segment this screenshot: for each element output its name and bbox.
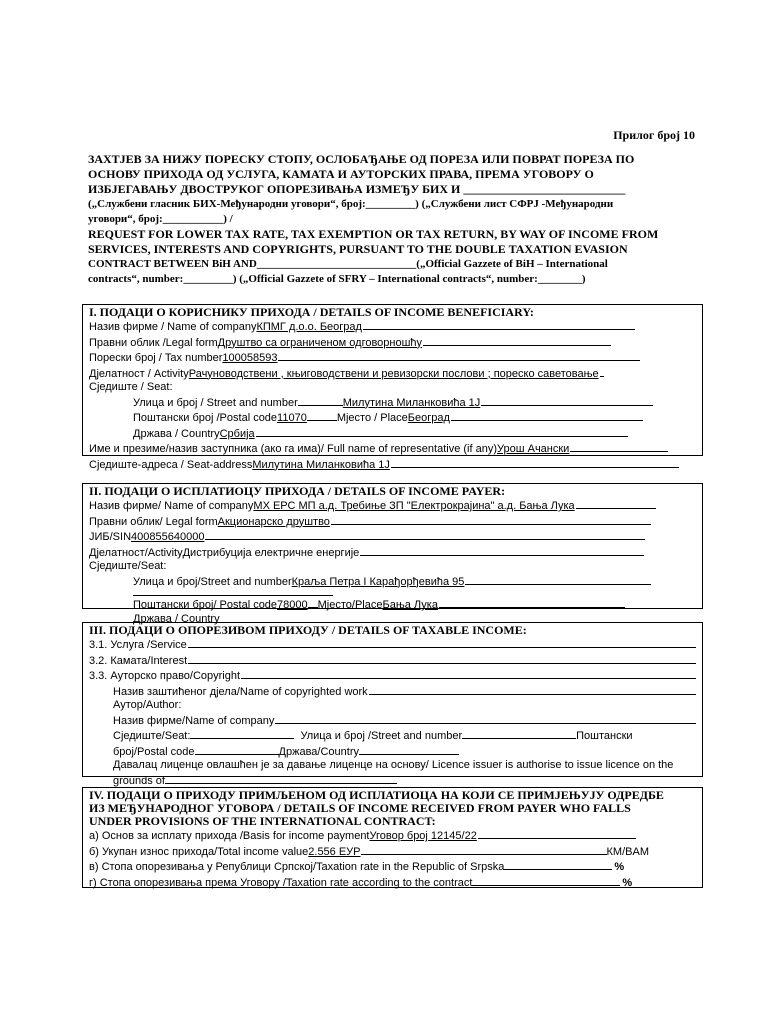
street-row (89, 574, 696, 590)
blank-line (133, 589, 333, 596)
place-line (439, 597, 625, 608)
tax-number-row (89, 350, 696, 366)
street-label: Улица и број /Street and number (300, 730, 463, 742)
grounds-row (89, 773, 696, 789)
seat-row (89, 560, 696, 574)
street-field[interactable]: Краља Петра I Карађорђевића 95 (291, 575, 465, 588)
spacer-row (89, 589, 696, 597)
basis-row (89, 828, 696, 844)
title-sr-line: ИЗБЈЕГАВАЊУ ДВОСТРУКОГ ОПОРЕЗИВАЊА ИЗМЕЂУ БИХ И ___________________________ (88, 182, 626, 196)
postal-field[interactable] (195, 744, 279, 755)
basis-label: а) Основ за исплату прихода /Basis for income payment (89, 830, 370, 842)
legal-form-row (89, 514, 696, 530)
postal-label: број/Postal code (113, 745, 195, 758)
basis-line (478, 828, 636, 839)
work-row (89, 684, 696, 700)
total-unit: КМ/BAM (606, 845, 649, 858)
activity-label: Дјелатност / Activity (89, 367, 189, 380)
legal-form-field[interactable]: Друштво са ограниченом одговорношћу (217, 336, 423, 349)
interest-row (89, 653, 696, 669)
postal-row (89, 410, 696, 426)
rate-contract-label: г) Стопа опорезивања према Уговору /Taxation rate according to the contract (89, 876, 473, 889)
section-heading: II. ПОДАЦИ О ИСПЛАТИОЦУ ПРИХОДА / DETAILS OF INCOME PAYER: (89, 484, 506, 498)
company-label: Назив фирме/Name of company (113, 714, 275, 727)
activity-field[interactable]: Рачуноводствени , књиговодствени и ревизорски послови ; пореско саветовање (188, 367, 599, 380)
seat-address-field[interactable]: Милутина Миланковића 1Ј (252, 458, 390, 471)
tax-number-line (278, 350, 640, 361)
activity-line (360, 545, 644, 556)
section-income-beneficiary (82, 304, 703, 471)
company-row (89, 319, 696, 335)
total-field[interactable]: 2.556 ЕУР (308, 845, 361, 858)
total-row (89, 844, 696, 860)
country-field[interactable]: Србија (219, 427, 255, 440)
representative-line (570, 441, 668, 452)
country-line (256, 426, 628, 437)
country-row (89, 426, 696, 442)
company-label: Назив фирме / Name of company (89, 321, 257, 333)
title-en-line: CONTRACT BETWEEN BiH AND_____________________________(„Official Gazzete of BiH – International (88, 258, 608, 270)
grounds-field[interactable] (165, 773, 397, 784)
seat-address-label: Сједиште-адреса / Seat-address (89, 458, 253, 471)
activity-field[interactable]: Дистрибуција електричне енергије (182, 546, 360, 559)
section-taxable-income (82, 622, 703, 787)
activity-line (600, 366, 604, 377)
postal-gap (307, 410, 337, 421)
postal-row (89, 744, 696, 760)
street-label: Улица и број/Street and number (133, 575, 292, 588)
place-label: Мјесто/Place (317, 599, 383, 611)
street-field[interactable]: Милутина Миланковића 1Ј (342, 396, 481, 409)
title-sr-line: уговори“, број:___________) / (88, 213, 233, 225)
copyright-field[interactable] (241, 668, 696, 679)
work-field[interactable] (369, 684, 696, 695)
work-label: Назив заштићеног дјела/Name of copyrighted work (113, 685, 368, 698)
legal-form-label: Правни облик /Legal form (89, 336, 218, 349)
service-row (89, 637, 696, 653)
section-heading: III. ПОДАЦИ О ОПОРЕЗИВОМ ПРИХОДУ / DETAILS OF TAXABLE INCOME: (89, 623, 527, 637)
seat-row (89, 728, 696, 744)
street-field[interactable] (462, 728, 576, 739)
place-label: Мјесто / Place (336, 412, 408, 424)
seat-label: Сједиште/Seat: (113, 730, 191, 742)
postal-label: Поштански број /Postal code (133, 412, 278, 424)
interest-label: 3.2. Камата/Interest (89, 654, 188, 667)
seat-address-row (89, 457, 696, 473)
section-heading-line: ИЗ МЕЂУНАРОДНОГ УГОВОРА / DETAILS OF INCOME RECEIVED FROM PAYER WHO FALLS (89, 801, 631, 815)
country-field[interactable] (359, 744, 459, 755)
seat-row (89, 381, 696, 395)
title-en-line: contracts“, number:_________) („Official Gazzete of SFRY – International contracts“, number:________) (88, 273, 586, 285)
legal-form-field[interactable]: Акционарско друштво (217, 515, 330, 528)
section-income-payer (82, 483, 703, 625)
copyright-label: 3.3. Ауторско право/Copyright (89, 670, 241, 682)
postal-tail-label: Поштански (576, 730, 633, 742)
postal-gap (308, 597, 318, 608)
section-heading: I. ПОДАЦИ О КОРИСНИКУ ПРИХОДА / DETAILS OF INCOME BENEFICIARY: (89, 305, 534, 319)
company-row (89, 498, 696, 514)
service-label: 3.1. Услуга /Service (89, 639, 187, 651)
sin-label: ЈИБ/SIN (89, 531, 132, 543)
title-en-line: REQUEST FOR LOWER TAX RATE, TAX EXEMPTION OR TAX RETURN, BY WAY OF INCOME FROM (88, 227, 659, 241)
place-field[interactable]: Бања Лука (382, 599, 438, 611)
tax-number-field[interactable]: 100058593 (222, 352, 278, 364)
title-sr-line: („Службени гласник БИХ-Међународни уговори“, број:_________) („Службени лист СФРЈ -Међународни (88, 198, 614, 210)
postal-field[interactable]: 78000 (277, 599, 308, 611)
country-label: Држава / Country (133, 612, 220, 625)
rate-rs-row (89, 859, 696, 875)
legal-form-row (89, 335, 696, 351)
postal-label: Поштански број/ Postal code (133, 599, 278, 611)
annex-number: Прилог број 10 (613, 128, 695, 142)
representative-label: Име и презиме/назив заступника (ако га има)/ Full name of representative (if any) (89, 443, 497, 455)
section-received-income (82, 787, 703, 888)
representative-row (89, 441, 696, 457)
basis-field[interactable]: Уговор број 12145/22 (369, 830, 477, 842)
activity-row (89, 366, 696, 382)
sin-line (205, 529, 645, 540)
author-label: Аутор/Author: (113, 699, 182, 711)
tax-number-label: Порески број / Tax number (89, 352, 223, 364)
postal-row (89, 597, 696, 613)
copyright-row (89, 668, 696, 684)
company-field[interactable]: МХ ЕРС МП а.д. Требиње ЗП "Електрокрајина" а.д. Бања Лука (253, 500, 575, 512)
street-gap (298, 395, 343, 406)
grounds-label: grounds of (113, 774, 165, 787)
activity-row (89, 545, 696, 561)
interest-field[interactable] (188, 653, 696, 664)
licence-row (89, 759, 696, 773)
legal-form-line (331, 514, 651, 525)
title-en-line: SERVICES, INTERESTS AND COPYRIGHTS, PURSUANT TO THE DOUBLE TAXATION EVASION (88, 242, 628, 256)
title-sr-line: ЗАХТЈЕВ ЗА НИЖУ ПОРЕСКУ СТОПУ, ОСЛОБАЂАЊЕ ОД ПОРЕЗА ИЛИ ПОВРАТ ПОРЕЗА ПО (88, 152, 635, 166)
percent-sign: % (622, 876, 633, 889)
service-field[interactable] (188, 637, 696, 648)
total-label: б) Укупан износ прихода/Total income value (89, 845, 309, 858)
title-sr-line: ОСНОВУ ПРИХОДА ОД УСЛУГА, КАМАТА И АУТОРСКИХ ПРАВА, ПРЕМА УГОВОРУ О (88, 167, 594, 181)
street-label: Улица и број / Street and number (133, 396, 298, 409)
section-heading-line: UNDER PROVISIONS OF THE INTERNATIONAL CONTRACT: (89, 814, 436, 828)
rate-rs-field[interactable] (504, 859, 612, 870)
seat-field[interactable] (190, 728, 294, 739)
company-line (363, 319, 635, 330)
legal-form-line (423, 335, 611, 346)
company-label: Назив фирме/ Name of company (89, 500, 254, 512)
street-line (465, 574, 651, 585)
section-heading-line: IV. ПОДАЦИ О ПРИХОДУ ПРИМЉЕНОМ ОД ИСПЛАТИОЦА НА КОЈИ СЕ ПРИМЈЕЊУЈУ ОДРЕДБЕ (89, 788, 664, 802)
activity-label: Дјелатност/Activity (89, 546, 183, 559)
country-label: Држава/Country (278, 745, 359, 758)
representative-field[interactable]: Урош Ачански (497, 443, 570, 455)
postal-field[interactable]: 11070 (277, 412, 307, 424)
rate-contract-field[interactable] (472, 875, 620, 886)
seat-address-line (391, 457, 679, 468)
form-title (88, 152, 699, 287)
place-line (451, 410, 643, 421)
seat-label: Сједиште/Seat: (89, 560, 167, 572)
street-line (481, 395, 653, 406)
place-field[interactable]: Београд (407, 412, 450, 424)
legal-form-label: Правни облик/ Legal form (89, 515, 218, 528)
company-line (576, 498, 656, 509)
sin-row (89, 529, 696, 545)
sin-field[interactable]: 400855640000 (131, 531, 205, 543)
percent-sign: % (614, 861, 625, 873)
author-row (89, 699, 696, 713)
company-field[interactable] (275, 713, 696, 724)
company-field[interactable]: КПМГ д.о.о. Београд (256, 321, 362, 333)
licence-text: Давалац лиценце овлашћен је за давање лиценце на основу/ Licence issuer is authorise to issue licence on the (113, 759, 674, 771)
total-line (361, 844, 607, 855)
country-label: Држава / Country (133, 427, 220, 440)
seat-label: Сједиште / Seat: (89, 381, 173, 393)
rate-rs-label: в) Стопа опорезивања у Републици Српској/Taxation rate in the Republic of Srpska (89, 861, 505, 873)
company-row (89, 713, 696, 729)
street-row (89, 395, 696, 411)
rate-contract-row (89, 875, 696, 891)
